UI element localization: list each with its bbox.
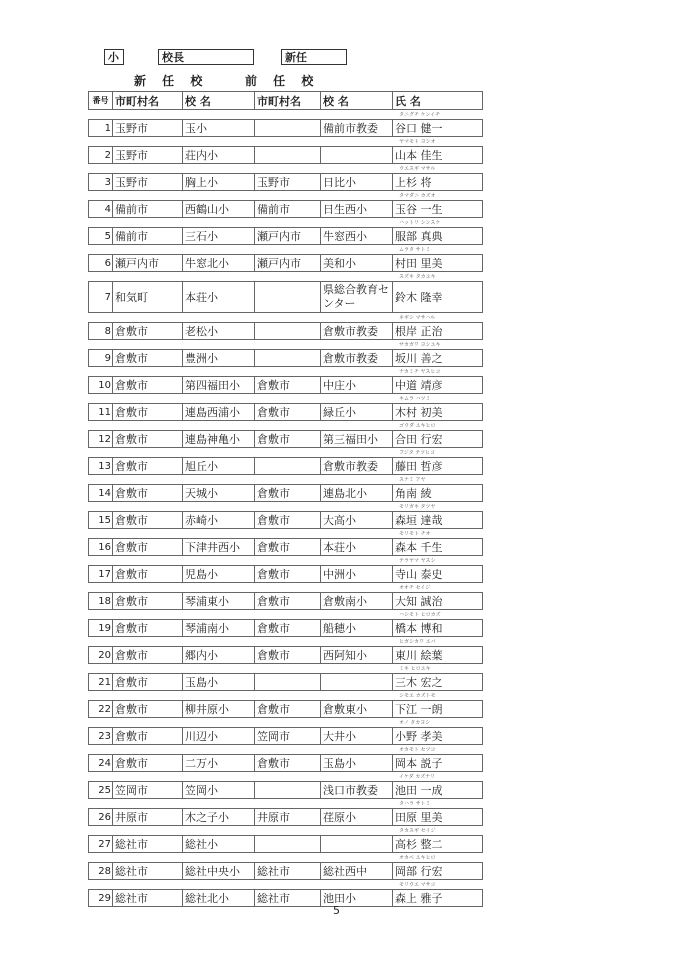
cell-number: 11	[89, 404, 113, 421]
cell-name	[393, 166, 483, 191]
table-row	[89, 836, 483, 853]
table-row	[89, 593, 483, 610]
cell-number: 1	[89, 120, 113, 137]
table-row	[89, 674, 483, 691]
cell-city: 倉敷市	[113, 377, 183, 394]
cell-name	[393, 504, 483, 529]
cell-prev-school: 大高小	[321, 512, 393, 529]
cell-city: 倉敷市	[113, 431, 183, 448]
header-school: 校 名	[183, 92, 255, 110]
furigana: ウエスギ マサル	[399, 166, 436, 172]
person-name: 三木 宏之	[395, 676, 443, 689]
cell-city: 倉敷市	[113, 728, 183, 745]
header-city: 市町村名	[113, 92, 183, 110]
cell-city: 総社市	[113, 836, 183, 853]
furigana: オカベ ユキヒロ	[399, 855, 436, 861]
cell-prev-school: 池田小	[321, 890, 393, 907]
cell-city: 倉敷市	[113, 647, 183, 664]
table-row	[89, 728, 483, 745]
table-row	[89, 201, 483, 218]
cell-city: 倉敷市	[113, 539, 183, 556]
table-row	[89, 147, 483, 164]
furigana: オカモト セツコ	[399, 747, 436, 753]
cell-prev-school: 浅口市教委	[321, 782, 393, 799]
cell-prev-city: 倉敷市	[255, 701, 321, 718]
furigana: タマダニ カズオ	[399, 193, 436, 199]
cell-city: 総社市	[113, 863, 183, 880]
previous-school-label: 前 任 校	[245, 74, 320, 88]
cell-prev-city: 倉敷市	[255, 431, 321, 448]
cell-school: 総社中央小	[183, 863, 255, 880]
person-name: 玉谷 一生	[395, 203, 443, 216]
cell-prev-city: 瀬戸内市	[255, 228, 321, 245]
cell-school: 笠岡小	[183, 782, 255, 799]
furigana: ネギシ マサハル	[399, 315, 436, 321]
cell-prev-city: 倉敷市	[255, 566, 321, 583]
cell-number: 19	[89, 620, 113, 637]
person-name: 藤田 哲彦	[395, 460, 443, 473]
cell-prev-school: 中洲小	[321, 566, 393, 583]
person-name: 角南 綾	[395, 487, 432, 500]
cell-number: 3	[89, 174, 113, 191]
cell-name	[393, 585, 483, 610]
cell-name	[393, 720, 483, 745]
status-box: 新任	[281, 49, 347, 65]
person-name: 小野 孝美	[395, 730, 443, 743]
cell-number: 2	[89, 147, 113, 164]
cell-prev-city: 倉敷市	[255, 620, 321, 637]
cell-number: 7	[89, 282, 113, 313]
cell-school: 下津井西小	[183, 539, 255, 556]
cell-school: 赤崎小	[183, 512, 255, 529]
cell-prev-city: 倉敷市	[255, 539, 321, 556]
cell-school: 第四福田小	[183, 377, 255, 394]
cell-prev-city	[255, 120, 321, 137]
cell-prev-school: 倉敷市教委	[321, 458, 393, 475]
cell-prev-city: 総社市	[255, 890, 321, 907]
person-name: 谷口 健一	[395, 122, 443, 135]
cell-number: 29	[89, 890, 113, 907]
cell-name	[393, 396, 483, 421]
person-name: 寺山 泰史	[395, 568, 443, 581]
page-number: 5	[333, 904, 340, 917]
cell-city: 倉敷市	[113, 323, 183, 340]
table-row	[89, 350, 483, 367]
cell-prev-school: 連島北小	[321, 485, 393, 502]
cell-number: 28	[89, 863, 113, 880]
cell-school: 川辺小	[183, 728, 255, 745]
cell-prev-city	[255, 147, 321, 164]
cell-prev-city: 倉敷市	[255, 485, 321, 502]
table-row	[89, 120, 483, 137]
cell-prev-school: 日生西小	[321, 201, 393, 218]
cell-name	[393, 774, 483, 799]
cell-name	[393, 220, 483, 245]
cell-school: 豊洲小	[183, 350, 255, 367]
cell-number: 26	[89, 809, 113, 826]
cell-name	[393, 112, 483, 137]
header-number: 番号	[89, 92, 113, 110]
cell-prev-school: 県総合教育センター	[321, 282, 393, 313]
table-row	[89, 431, 483, 448]
table-row	[89, 755, 483, 772]
cell-prev-school: 第三福田小	[321, 431, 393, 448]
cell-prev-city: 備前市	[255, 201, 321, 218]
cell-school: 琴浦南小	[183, 620, 255, 637]
person-name: 根岸 正治	[395, 325, 443, 338]
cell-name	[393, 855, 483, 880]
furigana: オオチ セイジ	[399, 585, 431, 591]
person-name: 山本 佳生	[395, 149, 443, 162]
cell-name	[393, 693, 483, 718]
person-name: 鈴木 隆幸	[395, 291, 443, 304]
cell-name	[393, 801, 483, 826]
table-row	[89, 228, 483, 245]
header-prev-school: 校 名	[321, 92, 393, 110]
furigana: モリウエ マサコ	[399, 882, 436, 888]
table-row	[89, 647, 483, 664]
cell-city: 倉敷市	[113, 674, 183, 691]
person-name: 森本 千生	[395, 541, 443, 554]
cell-school: 玉小	[183, 120, 255, 137]
cell-school: 総社小	[183, 836, 255, 853]
furigana: ナカミチ ヤスヒコ	[399, 369, 441, 375]
cell-name	[393, 369, 483, 394]
person-name: 池田 一成	[395, 784, 443, 797]
cell-number: 6	[89, 255, 113, 272]
furigana: スズキ タカユキ	[399, 274, 436, 280]
cell-city: 倉敷市	[113, 755, 183, 772]
cell-city: 備前市	[113, 201, 183, 218]
header-prev-city: 市町村名	[255, 92, 321, 110]
cell-prev-school: 荏原小	[321, 809, 393, 826]
cell-prev-school: 本荘小	[321, 539, 393, 556]
cell-city: 倉敷市	[113, 512, 183, 529]
furigana: ヒガシカワ エバ	[399, 639, 436, 645]
cell-prev-school	[321, 147, 393, 164]
cell-prev-city	[255, 282, 321, 313]
table-row	[89, 485, 483, 502]
cell-name	[393, 139, 483, 164]
cell-prev-school: 倉敷市教委	[321, 350, 393, 367]
furigana: タカスギ セイジ	[399, 828, 436, 834]
furigana: サカガワ ヨシユキ	[399, 342, 441, 348]
header-name: 氏 名	[393, 92, 483, 110]
cell-prev-city	[255, 458, 321, 475]
cell-name	[393, 315, 483, 340]
cell-prev-city: 玉野市	[255, 174, 321, 191]
cell-prev-city	[255, 836, 321, 853]
cell-school: 連島神亀小	[183, 431, 255, 448]
cell-name	[393, 747, 483, 772]
cell-prev-city: 総社市	[255, 863, 321, 880]
cell-prev-school: 倉敷南小	[321, 593, 393, 610]
person-name: 森上 雅子	[395, 892, 443, 905]
cell-prev-school: 日比小	[321, 174, 393, 191]
cell-number: 15	[89, 512, 113, 529]
furigana: イケダ カズナリ	[399, 774, 436, 780]
cell-prev-school: 緑丘小	[321, 404, 393, 421]
cell-prev-city: 笠岡市	[255, 728, 321, 745]
furigana: テラヤマ ヤスシ	[399, 558, 436, 564]
cell-name	[393, 666, 483, 691]
person-name: 東川 絵葉	[395, 649, 443, 662]
cell-prev-school	[321, 674, 393, 691]
furigana: ハットリ シンスケ	[399, 220, 441, 226]
cell-city: 倉敷市	[113, 620, 183, 637]
person-name: 下江 一朗	[395, 703, 443, 716]
person-name: 田原 里美	[395, 811, 443, 824]
cell-prev-city	[255, 674, 321, 691]
cell-school: 老松小	[183, 323, 255, 340]
furigana: ムラタ サトミ	[399, 247, 431, 253]
cell-city: 倉敷市	[113, 485, 183, 502]
cell-name	[393, 882, 483, 907]
person-name: 岡部 行宏	[395, 865, 443, 878]
position-box: 校長	[158, 49, 254, 65]
cell-school: 児島小	[183, 566, 255, 583]
furigana: ミキ ヒロユキ	[399, 666, 431, 672]
cell-city: 笠岡市	[113, 782, 183, 799]
table-row	[89, 323, 483, 340]
table-row	[89, 863, 483, 880]
person-name: 木村 初美	[395, 406, 443, 419]
cell-city: 倉敷市	[113, 566, 183, 583]
cell-number: 25	[89, 782, 113, 799]
new-school-label: 新 任 校	[134, 74, 209, 88]
cell-prev-city: 井原市	[255, 809, 321, 826]
cell-number: 14	[89, 485, 113, 502]
cell-prev-city: 倉敷市	[255, 647, 321, 664]
person-name: 高杉 整二	[395, 838, 443, 851]
cell-school: 柳井原小	[183, 701, 255, 718]
furigana: シモエ カズトモ	[399, 693, 436, 699]
cell-school: 牛窓北小	[183, 255, 255, 272]
cell-city: 井原市	[113, 809, 183, 826]
cell-name	[393, 247, 483, 272]
table-row	[89, 377, 483, 394]
cell-prev-city: 瀬戸内市	[255, 255, 321, 272]
cell-school: 木之子小	[183, 809, 255, 826]
cell-prev-school: 西阿知小	[321, 647, 393, 664]
furigana: ヤマモト ヨシオ	[399, 139, 436, 145]
person-name: 坂川 善之	[395, 352, 443, 365]
cell-prev-school: 倉敷東小	[321, 701, 393, 718]
cell-prev-city	[255, 782, 321, 799]
cell-name	[393, 558, 483, 583]
table-row	[89, 512, 483, 529]
table-row	[89, 404, 483, 421]
cell-prev-school: 倉敷市教委	[321, 323, 393, 340]
cell-prev-school: 総社西中	[321, 863, 393, 880]
cell-number: 18	[89, 593, 113, 610]
cell-number: 8	[89, 323, 113, 340]
cell-prev-school: 船穂小	[321, 620, 393, 637]
cell-prev-city: 倉敷市	[255, 593, 321, 610]
cell-prev-school: 備前市教委	[321, 120, 393, 137]
cell-number: 23	[89, 728, 113, 745]
cell-school: 胸上小	[183, 174, 255, 191]
cell-prev-city	[255, 350, 321, 367]
cell-prev-city: 倉敷市	[255, 404, 321, 421]
cell-city: 玉野市	[113, 120, 183, 137]
cell-name	[393, 342, 483, 367]
furigana: タハラ サトミ	[399, 801, 431, 807]
table-row	[89, 458, 483, 475]
person-name: 森垣 達哉	[395, 514, 443, 527]
cell-name	[393, 450, 483, 475]
person-name: 服部 真典	[395, 230, 443, 243]
cell-name	[393, 639, 483, 664]
cell-number: 17	[89, 566, 113, 583]
cell-number: 9	[89, 350, 113, 367]
cell-number: 20	[89, 647, 113, 664]
cell-school: 総社北小	[183, 890, 255, 907]
furigana: ゴウダ ユキヒロ	[399, 423, 436, 429]
person-name: 合田 行宏	[395, 433, 443, 446]
person-name: 橋本 博和	[395, 622, 443, 635]
cell-prev-school: 玉島小	[321, 755, 393, 772]
cell-number: 24	[89, 755, 113, 772]
furigana: スナミ アヤ	[399, 477, 426, 483]
cell-city: 倉敷市	[113, 593, 183, 610]
person-name: 中道 靖彦	[395, 379, 443, 392]
table-row	[89, 174, 483, 191]
cell-school: 郷内小	[183, 647, 255, 664]
furigana: モリガキ タツヤ	[399, 504, 436, 510]
cell-school: 琴浦東小	[183, 593, 255, 610]
cell-city: 倉敷市	[113, 701, 183, 718]
table-row	[89, 890, 483, 907]
cell-school: 玉島小	[183, 674, 255, 691]
cell-number: 5	[89, 228, 113, 245]
cell-school: 天城小	[183, 485, 255, 502]
cell-number: 13	[89, 458, 113, 475]
cell-city: 瀬戸内市	[113, 255, 183, 272]
cell-city: 総社市	[113, 890, 183, 907]
cell-prev-school: 中庄小	[321, 377, 393, 394]
cell-prev-school: 大井小	[321, 728, 393, 745]
table-row	[89, 566, 483, 583]
cell-school: 荘内小	[183, 147, 255, 164]
furigana: ハシモト ヒロカズ	[399, 612, 441, 618]
table-row	[89, 620, 483, 637]
cell-city: 玉野市	[113, 174, 183, 191]
cell-name	[393, 477, 483, 502]
furigana: キムラ ハツミ	[399, 396, 431, 402]
cell-school: 旭丘小	[183, 458, 255, 475]
cell-prev-school	[321, 836, 393, 853]
table-header-row	[89, 92, 483, 110]
cell-school: 連島西浦小	[183, 404, 255, 421]
school-type-box: 小	[104, 49, 124, 65]
cell-prev-city: 倉敷市	[255, 377, 321, 394]
cell-number: 12	[89, 431, 113, 448]
cell-school: 西鶴山小	[183, 201, 255, 218]
table-row	[89, 282, 483, 313]
cell-city: 和気町	[113, 282, 183, 313]
cell-name	[393, 274, 483, 313]
cell-name	[393, 828, 483, 853]
cell-prev-school: 牛窓西小	[321, 228, 393, 245]
cell-name	[393, 193, 483, 218]
person-name: 上杉 将	[395, 176, 432, 189]
furigana: タニグチ ケンイチ	[399, 112, 441, 118]
table-row	[89, 782, 483, 799]
cell-school: 二万小	[183, 755, 255, 772]
table-row	[89, 255, 483, 272]
cell-prev-city: 倉敷市	[255, 512, 321, 529]
cell-city: 備前市	[113, 228, 183, 245]
furigana: モリモト チオ	[399, 531, 431, 537]
cell-city: 倉敷市	[113, 458, 183, 475]
appointment-table	[88, 91, 483, 907]
person-name: 村田 里美	[395, 257, 443, 270]
cell-number: 4	[89, 201, 113, 218]
cell-name	[393, 612, 483, 637]
person-name: 岡本 説子	[395, 757, 443, 770]
table-row	[89, 701, 483, 718]
cell-number: 21	[89, 674, 113, 691]
furigana: フジタ テツヒコ	[399, 450, 436, 456]
cell-name	[393, 531, 483, 556]
cell-prev-city	[255, 323, 321, 340]
cell-number: 16	[89, 539, 113, 556]
cell-prev-school: 美和小	[321, 255, 393, 272]
cell-school: 本荘小	[183, 282, 255, 313]
cell-city: 倉敷市	[113, 350, 183, 367]
cell-name	[393, 423, 483, 448]
cell-school: 三石小	[183, 228, 255, 245]
cell-city: 玉野市	[113, 147, 183, 164]
furigana: オノ タカヨシ	[399, 720, 431, 726]
person-name: 大知 誠治	[395, 595, 443, 608]
cell-number: 10	[89, 377, 113, 394]
table-row	[89, 809, 483, 826]
cell-city: 倉敷市	[113, 404, 183, 421]
cell-number: 27	[89, 836, 113, 853]
cell-number: 22	[89, 701, 113, 718]
cell-prev-city: 倉敷市	[255, 755, 321, 772]
table-row	[89, 539, 483, 556]
